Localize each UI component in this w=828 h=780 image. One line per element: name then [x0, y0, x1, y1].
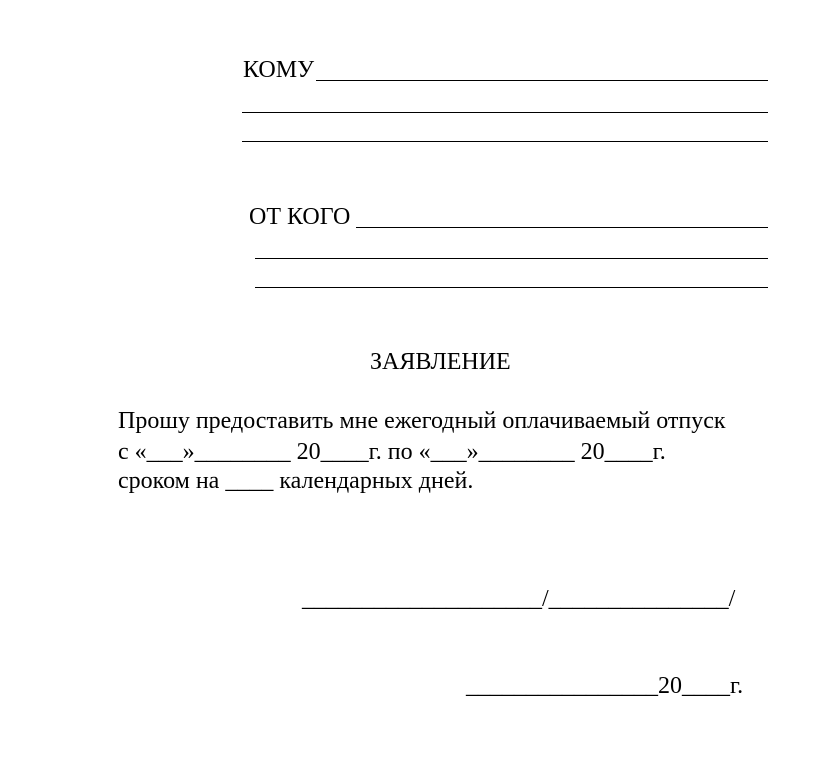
document-title: ЗАЯВЛЕНИЕ [370, 349, 511, 375]
signature-field[interactable]: ____________________/_______________/ [302, 586, 736, 612]
recipient-field-line-3[interactable] [242, 141, 768, 142]
recipient-field-line-2[interactable] [242, 112, 768, 113]
body-text-line: сроком на ____ календарных дней. [118, 468, 474, 494]
sender-label: ОТ КОГО [249, 204, 351, 230]
recipient-field-line-1[interactable] [316, 80, 768, 81]
sender-field-line-3[interactable] [255, 287, 768, 288]
sender-field-line-2[interactable] [255, 258, 768, 259]
body-text-line: Прошу предоставить мне ежегодный оплачиваемый отпуск [118, 408, 726, 434]
recipient-label: КОМУ [243, 57, 315, 83]
body-text-line: с «___»________ 20____г. по «___»________ 20____г. [118, 439, 666, 465]
date-field[interactable]: ________________20____г. [466, 673, 744, 699]
sender-field-line-1[interactable] [356, 227, 768, 228]
